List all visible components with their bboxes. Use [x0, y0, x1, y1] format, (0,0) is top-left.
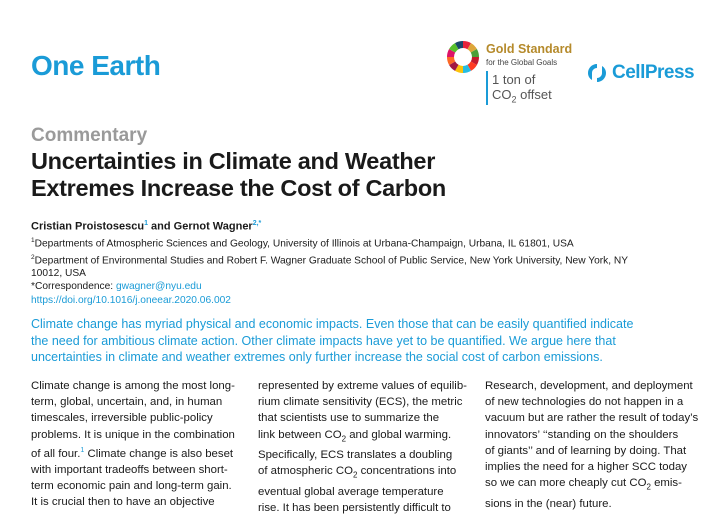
offset-line-2: $CO_2$ offset	[492, 87, 552, 105]
abstract-line: Climate change has myriad physical and economic impacts. Even those that can be easily quantified indicate	[31, 317, 634, 331]
body-column-2: represented by extreme values of equilib- rium climate sensitivity (ECS), the metric that scientists use to summarize the link between $CO_2$ and global warming. Specifically, ECS translates a doubling of atmospheric $CO_2$ concentrations into eventual global average temperature rise. It has been persistently difficult to	[258, 380, 467, 514]
affiliation-2-cont: 10012, USA	[31, 268, 86, 280]
journal-name: One Earth	[31, 50, 161, 81]
author-name[interactable]: Gernot Wagner	[173, 220, 253, 233]
body-column-3: Research, development, and deployment of new technologies do not happen in a vacuum but are rather the result of today’s innovators’ ‘‘standing on the shoulders of giants’’ and of learning by doing. That implies the need for a higher SCC today so we can more cheaply cut $CO_2$ emis- sions in the (near) future.	[485, 380, 699, 510]
offset-divider	[486, 71, 488, 105]
offset-line-1: 1 ton of	[492, 72, 536, 87]
affiliations	[31, 234, 711, 307]
author-list: Cristian Proistosescu$^1$ and Gernot Wagner$^{2,*}$	[31, 220, 262, 233]
author-name[interactable]: Cristian Proistosescu	[31, 220, 145, 233]
cellpress-icon	[586, 62, 608, 84]
article-category: Commentary	[31, 125, 148, 146]
reference-link[interactable]: 1	[80, 446, 85, 454]
gold-standard-badge	[446, 40, 586, 106]
email-link[interactable]: gwagner@nyu.edu	[115, 281, 202, 293]
affiliation-1: $^1$Departments of Atmospheric Sciences and Geology, University of Illinois at Urbana-Champaign, Urbana, IL 61801, USA	[31, 237, 574, 250]
article-title	[31, 148, 631, 202]
affiliation-2: $^2$Department of Environmental Studies and Robert F. Wagner Graduate School of Public Service, New York University, New York, NY	[31, 253, 629, 266]
title-line: Uncertainties in Climate and Weather	[31, 148, 436, 174]
doi-link[interactable]: https://doi.org/10.1016/j.oneear.2020.06.002	[31, 294, 231, 306]
sdg-wheel-icon	[446, 40, 480, 74]
body-column-1: Climate change is among the most long- term, global, uncertain, and, in human timescales, irreversible public-policy problems. It is unique in the combination of all four.$^1$ Climate change is also beset with important tradeoffs between short- term economic pain and long-term gain. It is crucial then to have an objective	[31, 380, 235, 509]
correspondence: *Correspondence: gwagner@nyu.edu	[31, 281, 202, 293]
abstract	[31, 316, 701, 366]
abstract-line: uncertainties in climate and weather extremes only further increase the social cost of carbon emissions.	[31, 350, 603, 365]
publisher-name: CellPress	[612, 62, 695, 83]
abstract-line: the need for ambitious climate action. Other climate impacts have yet to be quantified. We argue here that	[31, 333, 616, 348]
gold-standard-title: Gold Standard	[486, 42, 573, 56]
title-line: Extremes Increase the Cost of Carbon	[31, 175, 446, 201]
gold-standard-subtitle: for the Global Goals	[486, 58, 558, 67]
